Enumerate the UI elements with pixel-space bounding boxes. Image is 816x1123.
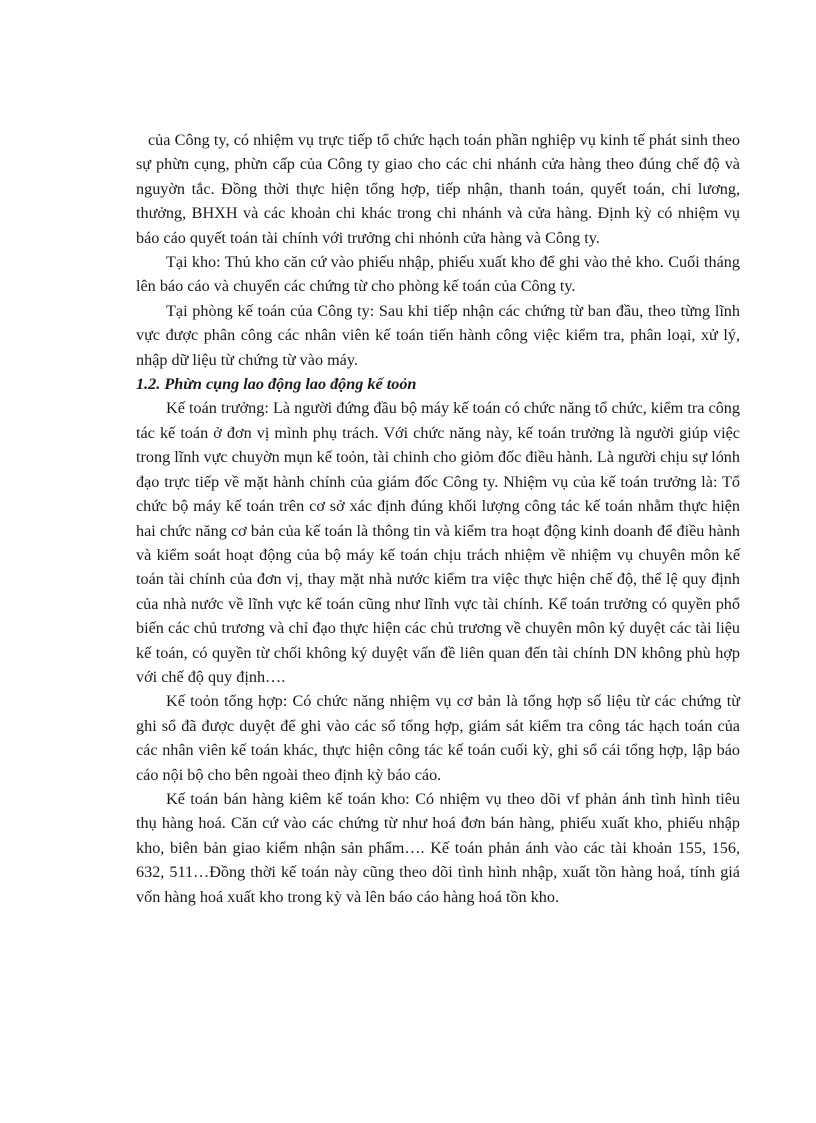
paragraph-accounting-office: Tại phòng kế toán của Công ty: Sau khi tiếp nhận các chứng từ ban đầu, theo từng lĩnh vực được phân công các nhân viên kế toán tiến hành công việc kiểm tra, phân loại, xử lý, nhập dữ liệu từ chứng từ vào máy.: [136, 301, 740, 369]
paragraph-intro: của Công ty, có nhiệm vụ trực tiếp tổ chức hạch toán phần nghiệp vụ kinh tế phát sinh theo sự phừn cụng, phừn cấp của Công ty giao cho các chi nhánh cửa hàng theo đúng chế độ và nguyờn tắc. Đồng thời thực hiện tổng hợp, tiếp nhận, thanh toán, quyết toán, chi lương, thưởng, BHXH và các khoản chi khác trong chi nhánh và cửa hàng. Định kỳ có nhiệm vụ báo cáo quyết toán tài chính với trưởng chi nhỏnh cửa hàng và Công ty.: [136, 131, 740, 247]
section-heading: 1.2. Phừn cụng lao động lao động kế toỏn: [136, 375, 417, 394]
paragraph-warehouse: Tại kho: Thủ kho căn cứ vào phiếu nhập, phiếu xuất kho để ghi vào thẻ kho. Cuối tháng lên báo cáo và chuyển các chứng từ cho phòng kế toán của Công ty.: [136, 253, 740, 296]
paragraph-sales-accountant: Kế toán bán hàng kiêm kế toán kho: Có nhiệm vụ theo dõi vf phản ánh tình hình tiêu thụ hàng hoá. Căn cứ vào các chứng từ như hoá đơn bán hàng, phiếu xuất kho, phiếu nhập kho, biên bản giao kiểm nhận sản phẩm…. Kế toán phản ánh vào các tài khoản 155, 156, 632, 511…Đồng thời kế toán này cũng theo dõi tình hình nhập, xuất tồn hàng hoá, tính giá vốn hàng hoá xuất kho trong kỳ và lên báo cáo hàng hoá tồn kho.: [136, 789, 740, 906]
document-page: [136, 128, 740, 909]
paragraph-chief-accountant: Kế toán trưởng: Là người đứng đầu bộ máy kế toán có chức năng tổ chức, kiểm tra công tác kế toán ở đơn vị mình phụ trách. Với chức năng này, kế toán trưởng là người giúp việc trong lĩnh vực chuyờn mụn kế toỏn, tài chinh cho giỏm đốc điều hành. Là người chịu sự lónh đạo trực tiếp về mặt hành chính của giám đốc Công ty. Nhiệm vụ của kế toán trưởng là: Tổ chức bộ máy kế toán trên cơ sở xác định đúng khối lượng công tác kế toán nhằm thực hiện hai chức năng cơ bản của kế toán là thông tin và kiểm tra hoạt động kinh doanh để điều hành và kiểm soát hoạt động của bộ máy kế toán chịu trách nhiệm về nhiệm vụ chuyên môn kế toán tài chính của đơn vị, thay mặt nhà nước kiểm tra việc thực hiện chế độ, thể lệ quy định của nhà nước về lĩnh vực kế toán cũng như lĩnh vực tài chính. Kế toán trưởng có quyền phổ biến các chủ trương và chỉ đạo thực hiện các chủ trương về chuyên môn ký duyệt các tài liệu kế toán, có quyền từ chối không ký duyệt vấn đề liên quan đến tài chính DN không phù hợp với chế độ quy định….: [136, 399, 740, 686]
paragraph-general-accountant: Kế toỏn tổng hợp: Có chức năng nhiệm vụ cơ bản là tổng hợp số liệu từ các chứng từ ghi sổ đã được duyệt để ghi vào các sổ tổng hợp, giám sát kiểm tra công tác hạch toán của các nhân viên kế toán khác, thực hiện công tác kế toán cuối kỳ, ghi sổ cái tổng hợp, lập báo cáo nội bộ cho bên ngoài theo định kỳ báo cáo.: [136, 692, 740, 784]
